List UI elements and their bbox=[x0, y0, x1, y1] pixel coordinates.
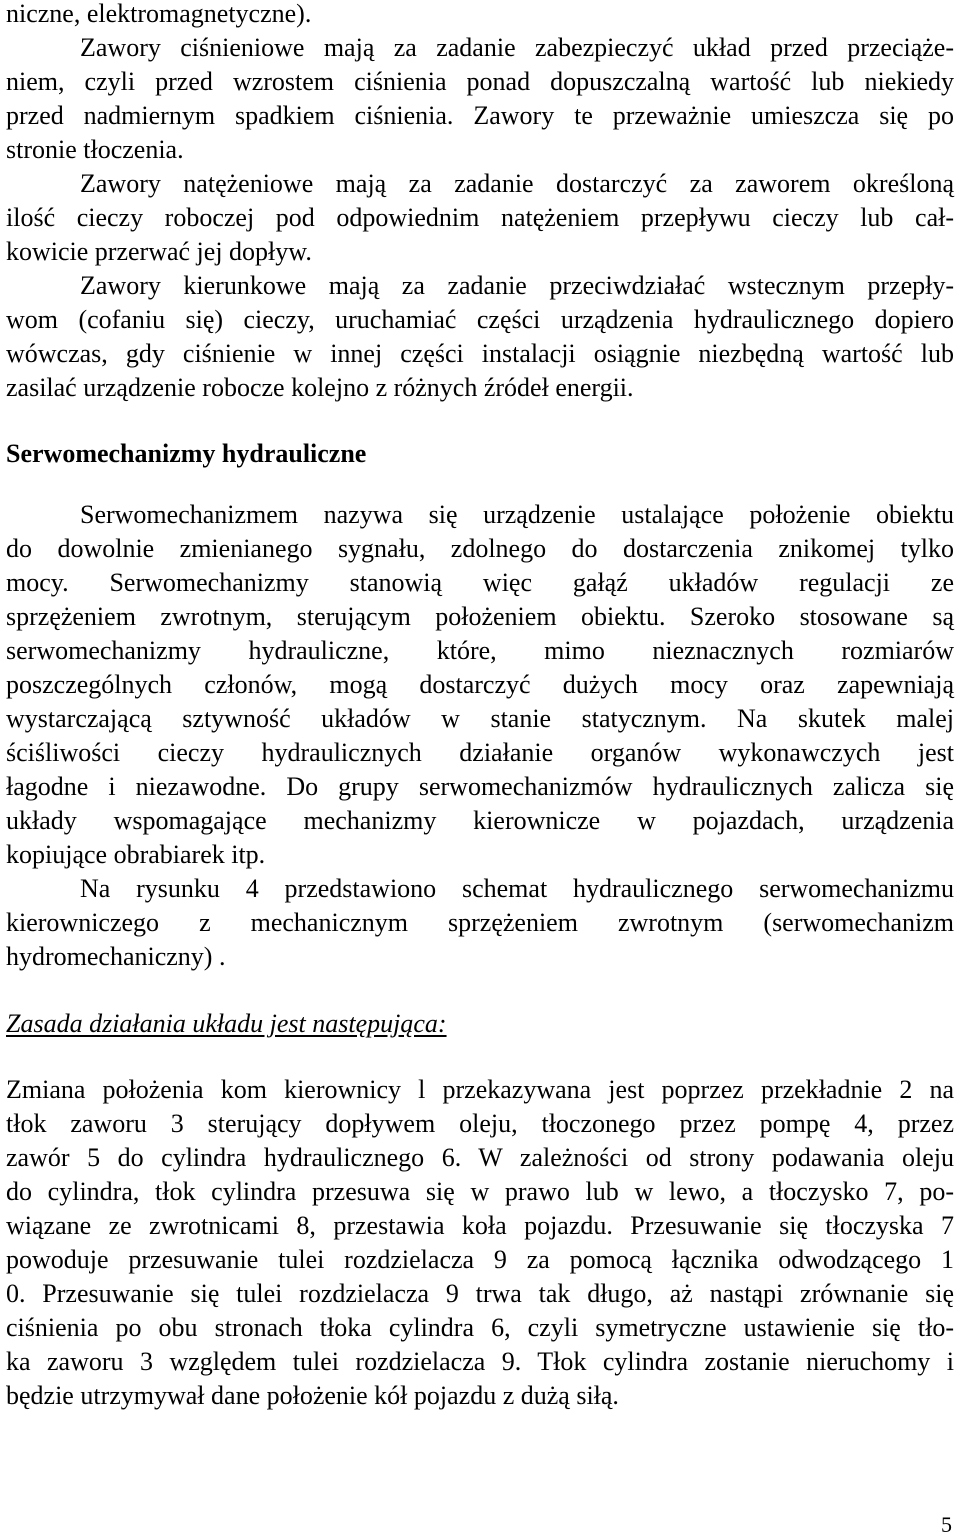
text-line: ciśnienia po obu stronach tłoka cylindra 6, czyli symetryczne ustawienie się tło- bbox=[6, 1313, 954, 1342]
text-line: układy wspomagające mechanizmy kierownicze w pojazdach, urządzenia bbox=[6, 806, 954, 835]
text-line: tłok zaworu 3 sterujący dopływem oleju, tłoczonego przez pompę 4, przez bbox=[6, 1109, 954, 1138]
text-line: kopiujące obrabiarek itp. bbox=[6, 840, 266, 869]
text-line: niczne, elektromagnetyczne). bbox=[6, 0, 312, 28]
text-line: serwomechanizmy hydrauliczne, które, mimo nieznacznych rozmiarów bbox=[6, 636, 954, 665]
page-number: 5 bbox=[941, 1512, 952, 1537]
text-line: Zmiana położenia kom kierownicy l przekazywana jest poprzez przekładnie 2 na bbox=[6, 1075, 954, 1104]
text-line: łagodne i niezawodne. Do grupy serwomechanizmów hydraulicznych zalicza się bbox=[6, 772, 954, 801]
section-heading: Serwomechanizmy hydrauliczne bbox=[6, 439, 367, 468]
text-line: poszczególnych członów, mogą dostarczyć dużych mocy oraz zapewniają bbox=[6, 670, 954, 699]
text-line: Zawory kierunkowe mają za zadanie przeciwdziałać wstecznym przepły- bbox=[80, 271, 954, 300]
text-line: hydromechaniczny) . bbox=[6, 942, 226, 971]
text-line: 0. Przesuwanie się tulei rozdzielacza 9 trwa tak długo, aż nastąpi zrównanie się bbox=[6, 1279, 954, 1308]
text-line: Serwomechanizmem nazywa się urządzenie ustalające położenie obiektu bbox=[80, 500, 954, 529]
text-line: kierowniczego z mechanicznym sprzężeniem zwrotnym (serwomechanizm bbox=[6, 908, 954, 937]
text-line: powoduje przesuwanie tulei rozdzielacza 9 za pomocą łącznika odwodzącego 1 bbox=[6, 1245, 954, 1274]
text-line: Na rysunku 4 przedstawiono schemat hydraulicznego serwomechanizmu bbox=[80, 874, 954, 903]
text-line: ilość cieczy roboczej pod odpowiednim natężeniem przepływu cieczy lub cał- bbox=[6, 203, 954, 232]
text-line: do dowolnie zmienianego sygnału, zdolnego do dostarczenia znikomej tylko bbox=[6, 534, 954, 563]
text-line: Zawory natężeniowe mają za zadanie dostarczyć za zaworem określoną bbox=[80, 169, 954, 198]
text-line: przed nadmiernym spadkiem ciśnienia. Zawory te przeważnie umieszcza się po bbox=[6, 101, 954, 130]
text-line: zawór 5 do cylindra hydraulicznego 6. W zależności od strony podawania oleju bbox=[6, 1143, 954, 1172]
text-line: niem, czyli przed wzrostem ciśnienia ponad dopuszczalną wartość lub niekiedy bbox=[6, 67, 954, 96]
text-line: ka zaworu 3 względem tulei rozdzielacza 9. Tłok cylindra zostanie nieruchomy i bbox=[6, 1347, 954, 1376]
text-line: ściśliwości cieczy hydraulicznych działanie organów wykonawczych jest bbox=[6, 738, 954, 767]
text-line: wom (cofaniu się) cieczy, uruchamiać części urządzenia hydraulicznego dopiero bbox=[6, 305, 954, 334]
text-line: kowicie przerwać jej dopływ. bbox=[6, 237, 312, 266]
text-line: wystarczającą sztywność układów w stanie statycznym. Na skutek malej bbox=[6, 704, 954, 733]
text-line: do cylindra, tłok cylindra przesuwa się w prawo lub w lewo, a tłoczysko 7, po- bbox=[6, 1177, 954, 1206]
text-line: wówczas, gdy ciśnienie w innej części instalacji osiągnie niezbędną wartość lub bbox=[6, 339, 954, 368]
text-line: mocy. Serwomechanizmy stanowią więc gałąź układów regulacji ze bbox=[6, 568, 954, 597]
text-line: będzie utrzymywał dane położenie kół pojazdu z dużą siłą. bbox=[6, 1381, 619, 1410]
text-line: wiązane ze zwrotnicami 8, przestawia koła pojazdu. Przesuwanie się tłoczyska 7 bbox=[6, 1211, 954, 1240]
text-line: stronie tłoczenia. bbox=[6, 135, 184, 164]
subheading: Zasada działania układu jest następująca: bbox=[6, 1009, 447, 1038]
text-line: Zawory ciśnieniowe mają za zadanie zabezpieczyć układ przed przeciąże- bbox=[80, 33, 954, 62]
text-line: sprzężeniem zwrotnym, sterującym położeniem obiektu. Szeroko stosowane są bbox=[6, 602, 954, 631]
text-line: zasilać urządzenie robocze kolejno z różnych źródeł energii. bbox=[6, 373, 634, 402]
